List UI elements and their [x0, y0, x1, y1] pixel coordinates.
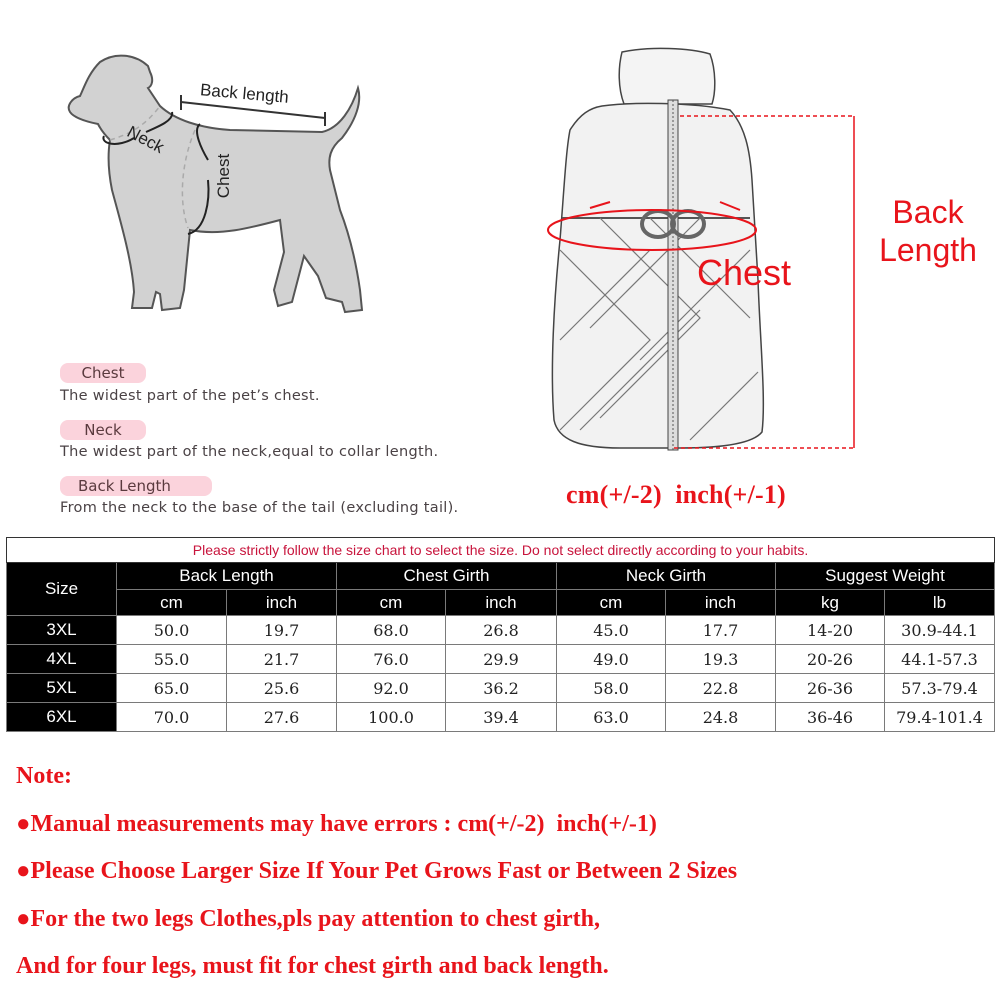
coat-back-length-line2: Length: [879, 232, 977, 268]
header-suggest-weight: Suggest Weight: [776, 563, 995, 590]
table-cell: 17.7: [666, 616, 776, 645]
table-cell: 22.8: [666, 674, 776, 703]
table-cell: 55.0: [117, 645, 227, 674]
table-cell: 26.8: [446, 616, 557, 645]
table-cell: 50.0: [117, 616, 227, 645]
definition-term-chest: Chest: [60, 363, 146, 383]
table-cell: 79.4-101.4: [885, 703, 995, 732]
table-cell: 58.0: [557, 674, 666, 703]
table-cell: 63.0: [557, 703, 666, 732]
note-title: Note:: [16, 763, 72, 789]
table-cell: 70.0: [117, 703, 227, 732]
unit-header: inch: [446, 590, 557, 616]
definition-term-back-length: Back Length: [60, 476, 212, 496]
definition-term-neck: Neck: [60, 420, 146, 440]
header-neck-girth: Neck Girth: [557, 563, 776, 590]
definition-desc-back-length: From the neck to the base of the tail (excluding tail).: [60, 500, 459, 516]
table-cell: 49.0: [557, 645, 666, 674]
size-chart-banner: Please strictly follow the size chart to select the size. Do not select directly according to your habits.: [7, 538, 995, 563]
header-chest-girth: Chest Girth: [337, 563, 557, 590]
table-cell: 20-26: [776, 645, 885, 674]
size-cell: 5XL: [7, 674, 117, 703]
table-row: [7, 703, 995, 732]
note-item: ●Please Choose Larger Size If Your Pet Grows Fast or Between 2 Sizes: [16, 858, 738, 884]
table-cell: 29.9: [446, 645, 557, 674]
header-back-length: Back Length: [117, 563, 337, 590]
table-cell: 30.9-44.1: [885, 616, 995, 645]
table-cell: 39.4: [446, 703, 557, 732]
table-cell: 26-36: [776, 674, 885, 703]
unit-header: cm: [117, 590, 227, 616]
size-cell: 6XL: [7, 703, 117, 732]
size-chart-table: [6, 537, 995, 732]
table-cell: 21.7: [227, 645, 337, 674]
definition-desc-neck: The widest part of the neck,equal to collar length.: [60, 444, 439, 460]
table-cell: 19.7: [227, 616, 337, 645]
table-cell: 24.8: [666, 703, 776, 732]
table-cell: 65.0: [117, 674, 227, 703]
table-cell: 44.1-57.3: [885, 645, 995, 674]
dog-measurement-diagram: [60, 40, 380, 340]
note-item: And for four legs, must fit for chest girth and back length.: [16, 953, 609, 979]
table-cell: 19.3: [666, 645, 776, 674]
table-cell: 76.0: [337, 645, 446, 674]
unit-header: cm: [337, 590, 446, 616]
table-cell: 36.2: [446, 674, 557, 703]
table-cell: 45.0: [557, 616, 666, 645]
table-row: [7, 645, 995, 674]
table-cell: 27.6: [227, 703, 337, 732]
neck-label: Neck: [124, 122, 168, 158]
coat-back-length-line1: Back: [892, 194, 964, 230]
table-cell: 92.0: [337, 674, 446, 703]
unit-header: lb: [885, 590, 995, 616]
note-item: ●For the two legs Clothes,pls pay attention to chest girth,: [16, 906, 601, 932]
coat-chest-label: Chest: [697, 252, 792, 293]
table-cell: 14-20: [776, 616, 885, 645]
header-row-units: [7, 590, 995, 616]
note-item: ●Manual measurements may have errors : cm(+/-2) inch(+/-1): [16, 811, 657, 837]
header-size: Size: [7, 563, 117, 616]
table-cell: 100.0: [337, 703, 446, 732]
table-row: [7, 616, 995, 645]
coat-back-length-label: [868, 193, 988, 269]
table-cell: 25.6: [227, 674, 337, 703]
header-row-groups: [7, 563, 995, 590]
table-cell: 57.3-79.4: [885, 674, 995, 703]
chest-label: Chest: [214, 153, 234, 199]
table-cell: 68.0: [337, 616, 446, 645]
table-cell: 36-46: [776, 703, 885, 732]
table-row: [7, 674, 995, 703]
tolerance-text: cm(+/-2) inch(+/-1): [566, 480, 786, 509]
definition-desc-chest: The widest part of the pet’s chest.: [60, 388, 320, 404]
unit-header: inch: [666, 590, 776, 616]
unit-header: cm: [557, 590, 666, 616]
unit-header: kg: [776, 590, 885, 616]
unit-header: inch: [227, 590, 337, 616]
size-cell: 4XL: [7, 645, 117, 674]
size-cell: 3XL: [7, 616, 117, 645]
size-chart-banner-row: [7, 538, 995, 563]
back-length-label: Back length: [199, 80, 290, 107]
